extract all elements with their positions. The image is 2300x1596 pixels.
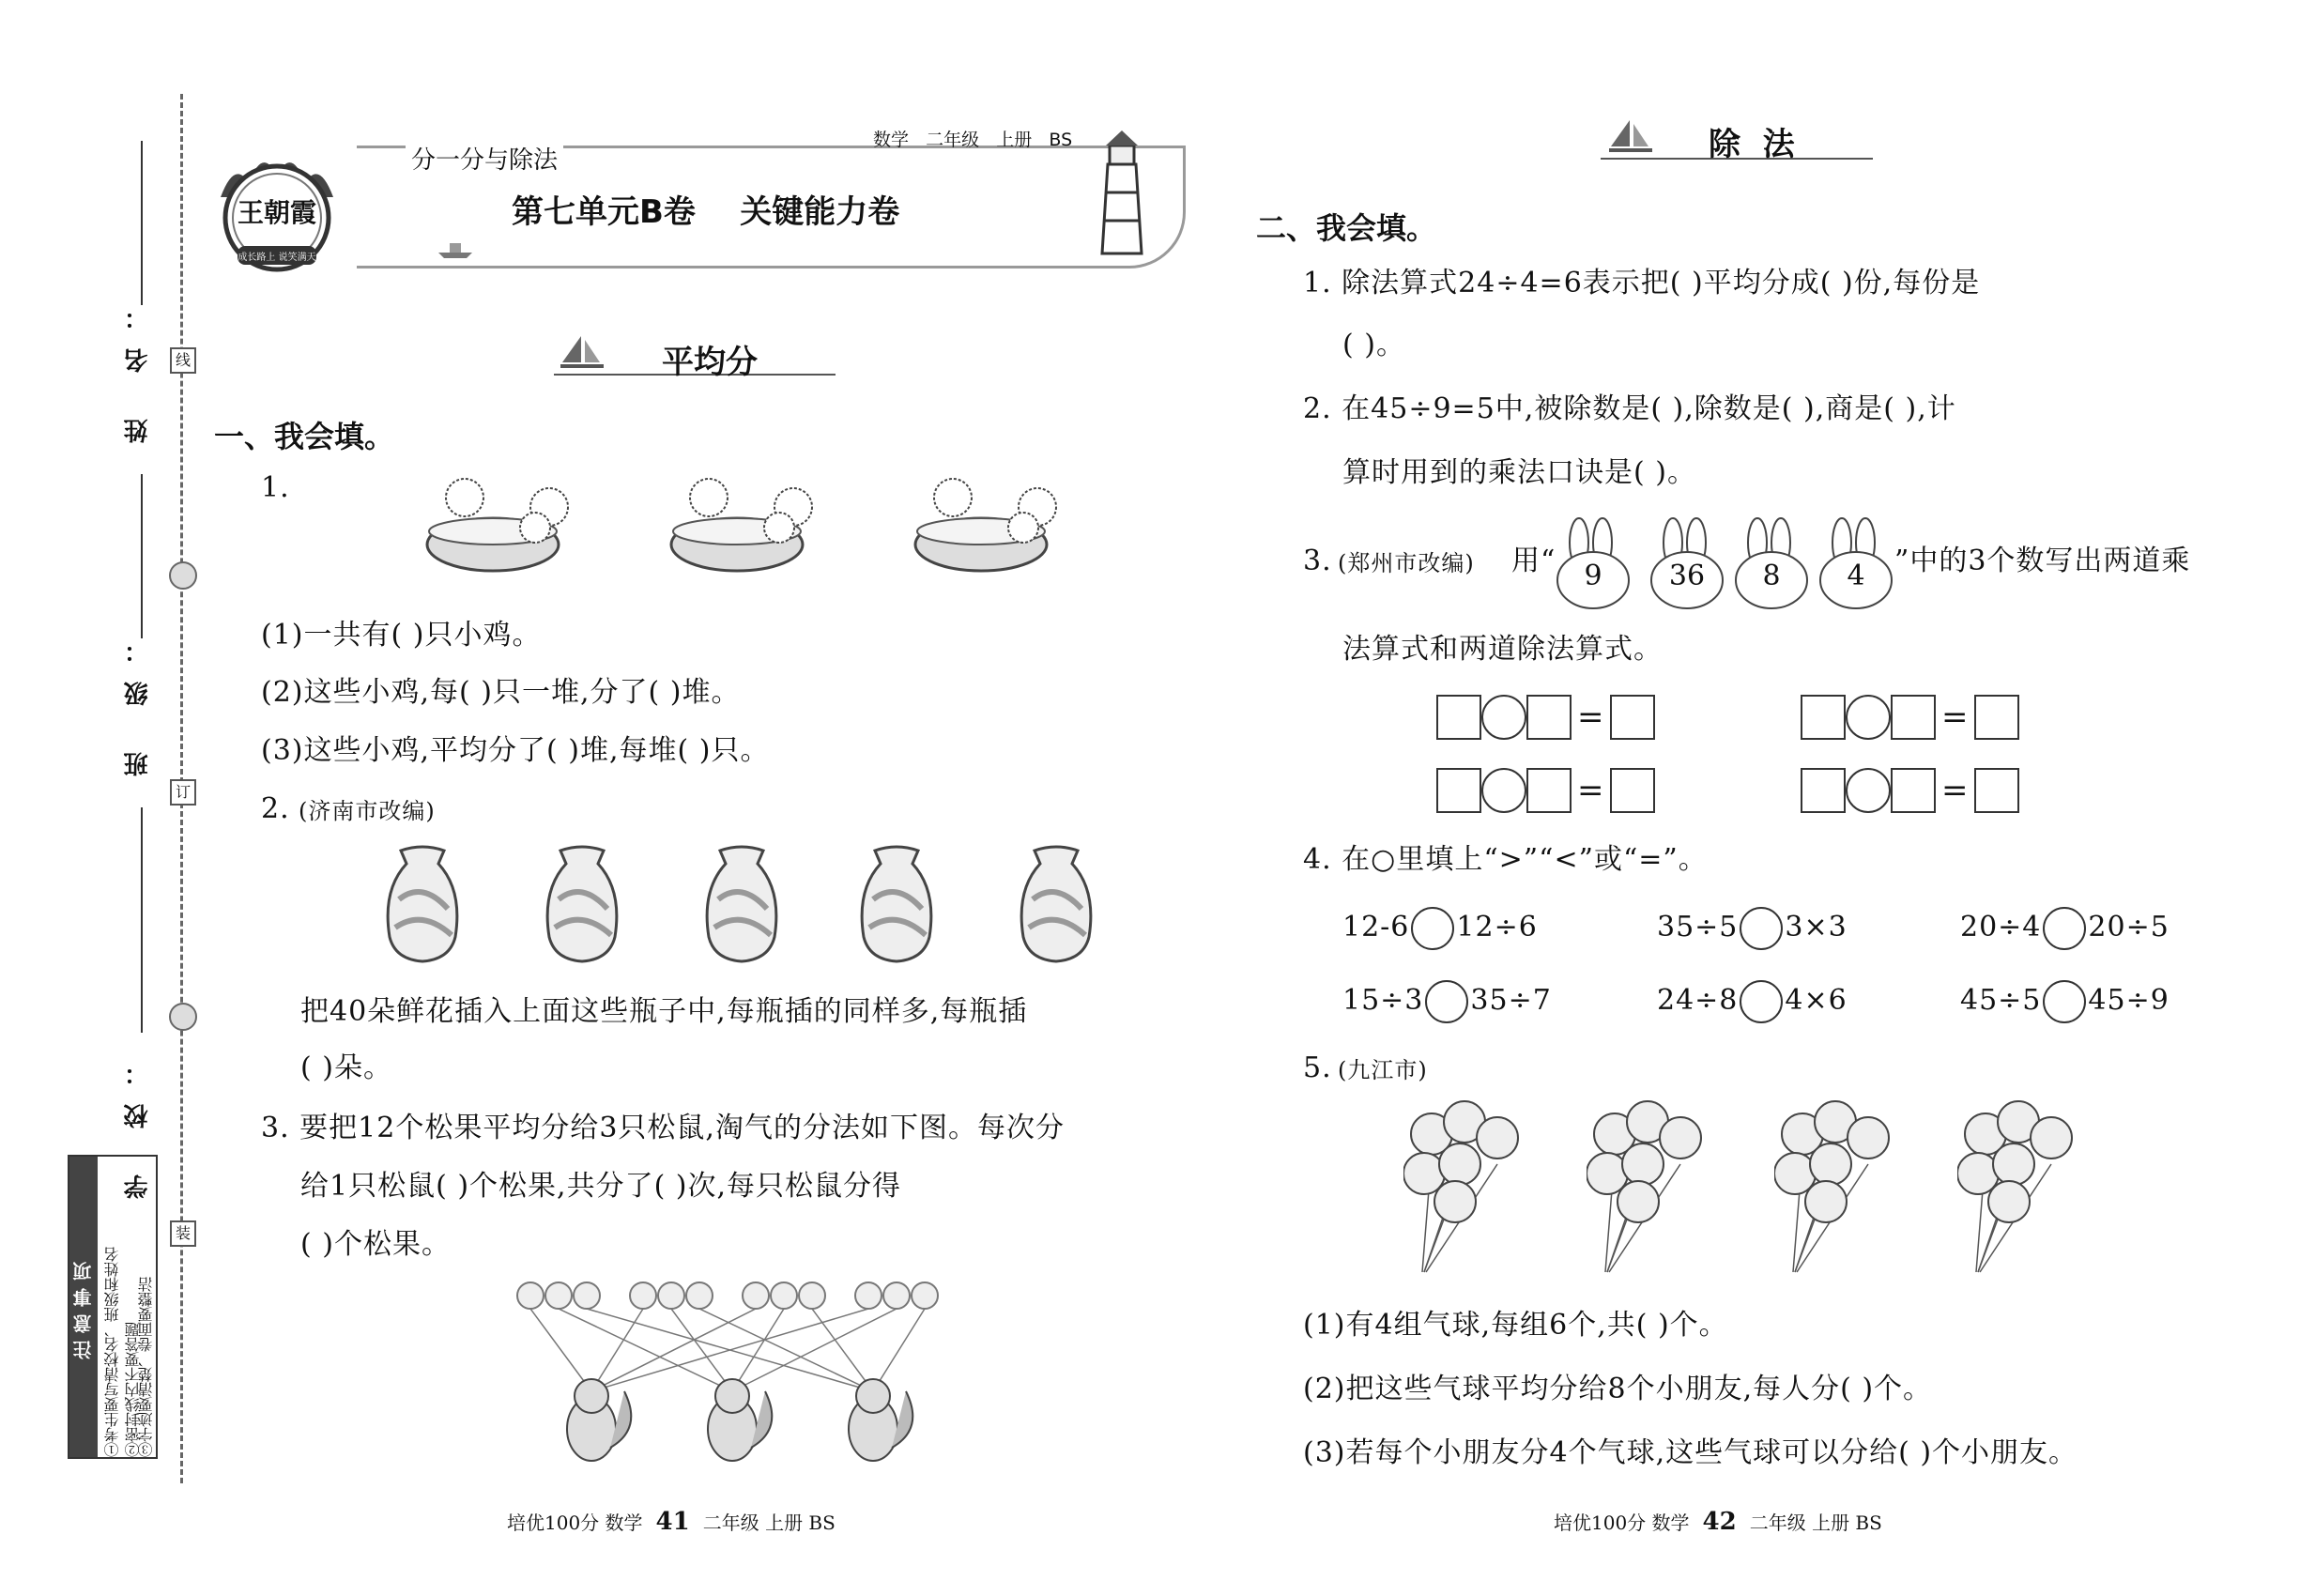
- chick-group-image: [911, 469, 1070, 586]
- answer-box[interactable]: [1801, 695, 1846, 740]
- binding-hole-icon: [169, 1003, 197, 1031]
- q2-number: 2.: [261, 792, 290, 825]
- vase-image: [540, 843, 624, 969]
- r-q5-sub2: (2)把这些气球平均分给8个小朋友,每人分( )个。: [1303, 1373, 1933, 1405]
- notice-title: 注意事项: [69, 1157, 98, 1457]
- answer-box[interactable]: [1436, 768, 1481, 813]
- footer-right-page: 培优100分 数学 42 二年级 上册 BS: [1554, 1508, 1882, 1536]
- brand-name: 王朝霞: [237, 197, 316, 228]
- q1-sub1: (1)一共有( )只小鸡。: [261, 619, 542, 652]
- operator-circle[interactable]: [1481, 768, 1526, 813]
- notice-item: ①考生要写清校名、班级和姓名: [103, 1247, 121, 1457]
- brand-slogan: 成长路上 说笑满天: [238, 253, 316, 263]
- r-q1-line2: ( )。: [1342, 329, 1405, 361]
- answer-box[interactable]: [1801, 768, 1846, 813]
- answer-box[interactable]: [1610, 768, 1655, 813]
- bunny-card: [1814, 516, 1898, 610]
- page-number: 42: [1702, 1508, 1737, 1536]
- answer-box[interactable]: [1610, 695, 1655, 740]
- lighthouse-icon: [1080, 127, 1164, 258]
- pinecone-squirrel-diagram: [516, 1279, 967, 1480]
- notice-item: ③字迹要清楚、卷面要整洁: [137, 1277, 155, 1457]
- sailboat-icon: [559, 334, 606, 376]
- r-q5-sub3: (3)若每个小朋友分4个气球,这些气球可以分给( )个小朋友。: [1303, 1436, 2078, 1469]
- q1-sub2: (2)这些小鸡,每( )只一堆,分了( )堆。: [261, 676, 741, 709]
- school-label: 学 校：: [124, 1042, 152, 1200]
- compare-item[interactable]: 35÷5 3×3: [1657, 907, 1848, 950]
- seal-char-line: 线: [170, 347, 196, 374]
- vase-image: [854, 843, 939, 969]
- vase-image: [1014, 843, 1098, 969]
- balloon-bunch-image: [1587, 1098, 1709, 1281]
- part-two-heading: 二、我会填。: [1256, 210, 1437, 246]
- page-number: 41: [655, 1508, 690, 1536]
- compare-circle[interactable]: [1740, 980, 1783, 1023]
- compare-item[interactable]: 15÷3 35÷7: [1342, 980, 1552, 1023]
- answer-box[interactable]: [1526, 768, 1572, 813]
- sailboat-icon: [1607, 118, 1654, 160]
- operator-circle[interactable]: [1481, 695, 1526, 740]
- r-q3-trail: ”中的3个数写出两道乘: [1894, 545, 2191, 577]
- compare-item[interactable]: 45÷5 45÷9: [1960, 980, 2170, 1023]
- q1-number: 1.: [261, 471, 290, 504]
- chapter-label: 分一分与除法: [406, 141, 563, 176]
- r-q5-sub1: (1)有4组气球,每组6个,共( )个。: [1303, 1309, 1728, 1342]
- r-q3-line2: 法算式和两道除法算式。: [1342, 633, 1663, 666]
- header-meta: 数学 二年级 上册 BS: [873, 130, 1073, 150]
- r-q3-source: (郑州市改编): [1338, 550, 1475, 576]
- compare-circle[interactable]: [1740, 907, 1783, 950]
- bunny-number: 36: [1668, 560, 1706, 592]
- class-underline: [141, 474, 143, 638]
- answer-box[interactable]: [1526, 695, 1572, 740]
- r-q3-number: 3.: [1303, 545, 1332, 577]
- compare-item[interactable]: 20÷4 20÷5: [1960, 907, 2170, 950]
- chick-group-image: [667, 469, 826, 586]
- answer-box[interactable]: [1974, 695, 2019, 740]
- r-q5-source: (九江市): [1338, 1057, 1428, 1083]
- chick-group-image: [422, 469, 582, 586]
- r-q4-line: 4. 在○里填上“>”“<”或“=”。: [1303, 843, 1708, 876]
- r-q2-line1: 2. 在45÷9=5中,被除数是( ),除数是( ),商是( ),计: [1303, 392, 1956, 425]
- bunny-number: 4: [1847, 560, 1865, 592]
- equation-blank-row[interactable]: =: [1801, 766, 2019, 813]
- vase-image: [699, 843, 784, 969]
- bunny-number: 8: [1762, 560, 1781, 592]
- q3-line2: 给1只松鼠( )个松果,共分了( )次,每只松鼠分得: [300, 1170, 902, 1203]
- name-underline: [141, 141, 143, 305]
- operator-circle[interactable]: [1846, 695, 1891, 740]
- balloon-bunch-image: [1774, 1098, 1896, 1281]
- part-one-heading: 一、我会填。: [214, 419, 395, 454]
- q3-line3: ( )个松果。: [300, 1228, 451, 1261]
- bunny-card: [1645, 516, 1729, 610]
- seal-char-mount: 装: [170, 1220, 196, 1247]
- compare-item[interactable]: 12-6 12÷6: [1342, 907, 1538, 950]
- balloon-bunch-image: [1957, 1098, 2079, 1281]
- class-label: 班 级：: [124, 620, 152, 777]
- brand-logo: [211, 141, 343, 272]
- r-q1-line1: 1. 除法算式24÷4=6表示把( )平均分成( )份,每份是: [1303, 267, 1981, 299]
- balloon-bunch-image: [1403, 1098, 1526, 1281]
- notice-item: ②密封线内不要答题: [124, 1322, 142, 1457]
- boat-icon: [437, 239, 474, 264]
- name-label: 姓 名：: [124, 286, 152, 444]
- footer-left-page: 培优100分 数学 41 二年级 上册 BS: [507, 1508, 836, 1536]
- r-q2-line2: 算时用到的乘法口诀是( )。: [1342, 456, 1696, 489]
- vase-image: [380, 843, 465, 969]
- binding-hole-icon: [169, 561, 197, 590]
- r-q5-number: 5.: [1303, 1051, 1332, 1084]
- compare-circle[interactable]: [2043, 907, 2086, 950]
- equation-blank-row[interactable]: =: [1801, 693, 2019, 740]
- operator-circle[interactable]: [1846, 768, 1891, 813]
- answer-box[interactable]: [1436, 695, 1481, 740]
- bunny-number: 9: [1584, 560, 1602, 592]
- equation-blank-row[interactable]: =: [1436, 693, 1655, 740]
- seal-char-bind: 订: [170, 779, 196, 806]
- exam-title: 第七单元B卷 关键能力卷: [512, 193, 900, 231]
- school-underline: [141, 807, 143, 1033]
- section-title-average: 平均分: [662, 344, 758, 381]
- equation-blank-row[interactable]: =: [1436, 766, 1655, 813]
- answer-box[interactable]: [1891, 695, 1936, 740]
- q2-line2: ( )朵。: [300, 1051, 392, 1084]
- r-q3-lead: 用“: [1511, 545, 1556, 577]
- bunny-card: [1729, 516, 1814, 610]
- compare-circle[interactable]: [1411, 907, 1454, 950]
- compare-item[interactable]: 24÷8 4×6: [1657, 980, 1848, 1023]
- compare-circle[interactable]: [1425, 980, 1468, 1023]
- notice-box: [68, 1155, 158, 1459]
- q2-line1: 把40朵鲜花插入上面这些瓶子中,每瓶插的同样多,每瓶插: [300, 995, 1028, 1028]
- q1-sub3: (3)这些小鸡,平均分了( )堆,每堆( )只。: [261, 734, 770, 767]
- section-title-division: 除 法: [1709, 126, 1795, 163]
- bunny-card: [1551, 516, 1635, 610]
- compare-circle[interactable]: [2043, 980, 2086, 1023]
- answer-box[interactable]: [1891, 768, 1936, 813]
- q3-line1: 3. 要把12个松果平均分给3只松鼠,淘气的分法如下图。每次分: [261, 1112, 1065, 1144]
- q2-source: (济南市改编): [299, 798, 436, 824]
- answer-box[interactable]: [1974, 768, 2019, 813]
